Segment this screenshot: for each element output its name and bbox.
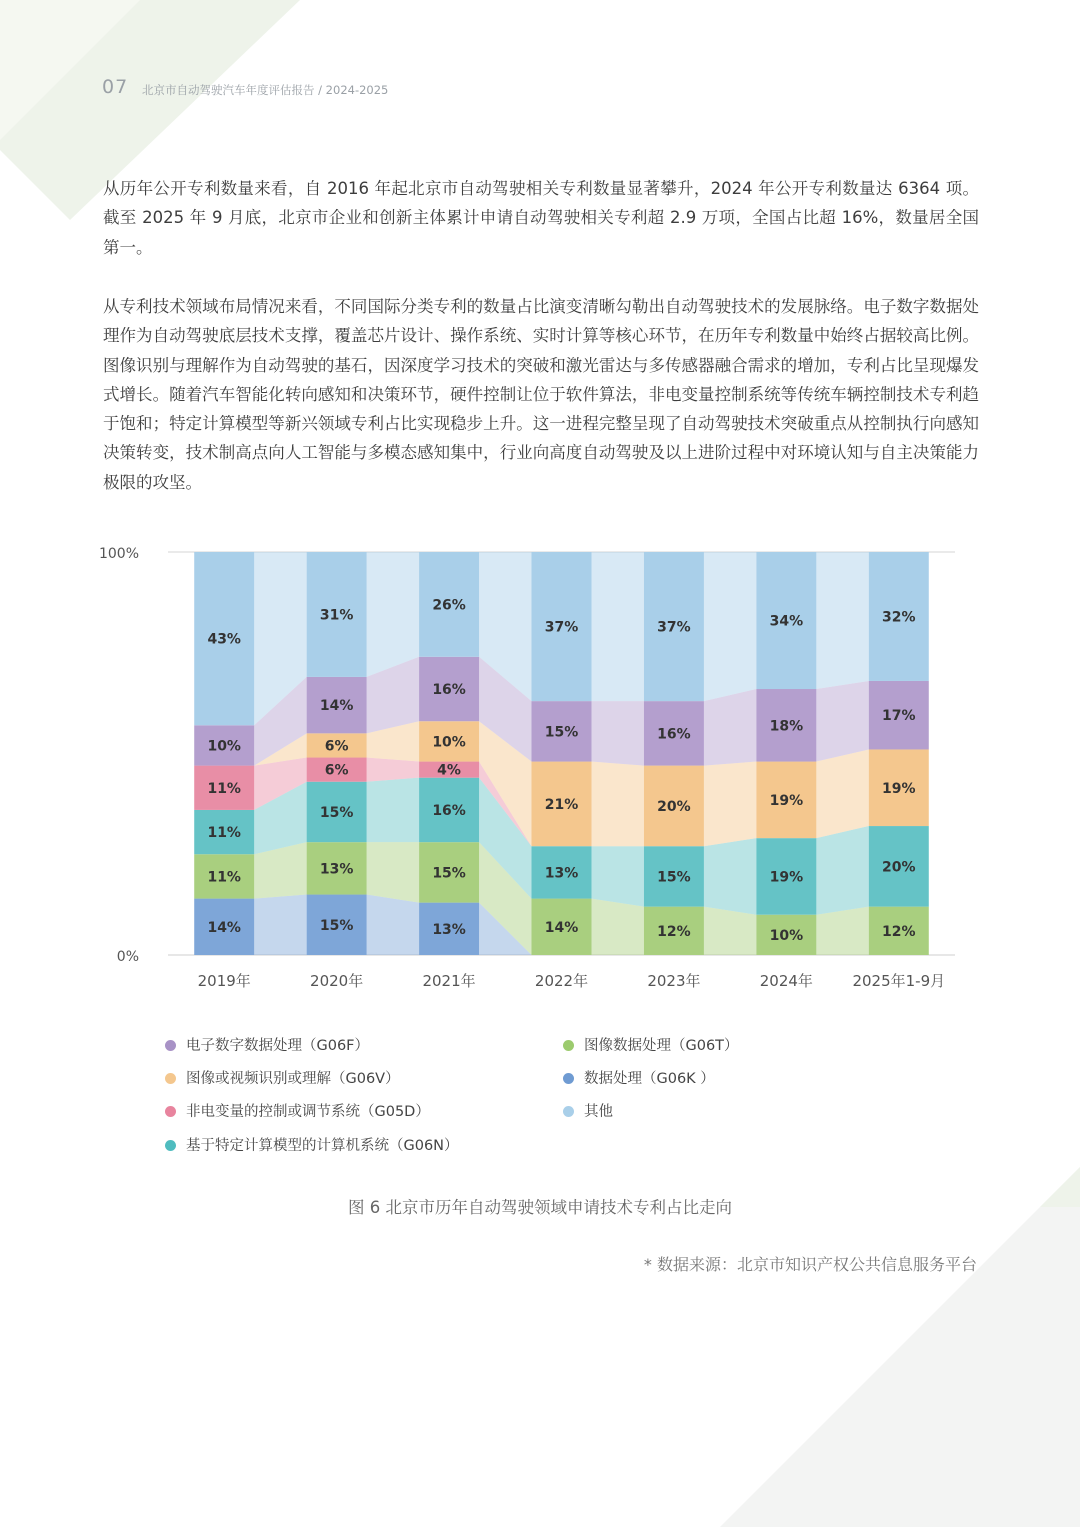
data-label: 31% xyxy=(319,607,354,624)
data-label: 15% xyxy=(319,804,354,821)
data-label: 13% xyxy=(544,865,579,882)
data-label: 11% xyxy=(207,825,241,842)
series-connector-band xyxy=(592,701,644,765)
series-connector-band xyxy=(704,838,756,915)
series-connector-band xyxy=(816,749,868,838)
legend-label: 非电变量的控制或调节系统（G05D） xyxy=(186,1104,430,1120)
data-label: 21% xyxy=(544,796,579,813)
data-label: 14% xyxy=(207,919,241,936)
data-label: 32% xyxy=(882,609,916,626)
data-label: 34% xyxy=(769,613,804,630)
data-label: 19% xyxy=(769,869,804,886)
series-connector-band xyxy=(367,895,419,955)
data-label: 17% xyxy=(882,708,916,725)
series-connector-band xyxy=(704,907,756,955)
series-connector-band xyxy=(367,758,419,782)
data-label: 15% xyxy=(319,917,354,934)
data-label: 14% xyxy=(544,919,579,936)
data-label: 15% xyxy=(432,865,466,882)
page-number: 07 xyxy=(102,76,129,98)
series-connector-band xyxy=(704,552,756,701)
series-connector-band xyxy=(254,895,306,955)
series-connector-band xyxy=(816,826,868,915)
x-tick-label: 2021年 xyxy=(422,972,476,990)
legend-swatch xyxy=(165,1073,176,1084)
legend-item-g06t xyxy=(563,1036,739,1056)
running-title: 北京市自动驾驶汽车年度评估报告 / 2024-2025 xyxy=(142,83,389,97)
legend-swatch xyxy=(563,1073,574,1084)
x-tick-label: 2022年 xyxy=(534,972,589,990)
legend-label: 数据处理（G06K ） xyxy=(584,1071,715,1087)
legend-item-g06n xyxy=(165,1136,459,1156)
series-connector-band xyxy=(704,689,756,766)
data-label: 10% xyxy=(432,734,466,751)
series-connector-band xyxy=(592,899,644,955)
data-label: 18% xyxy=(769,718,804,735)
data-label: 12% xyxy=(657,923,691,940)
legend-label: 电子数字数据处理（G06F） xyxy=(186,1038,370,1054)
data-label: 13% xyxy=(432,921,466,938)
data-label: 11% xyxy=(207,869,241,886)
series-connector-band xyxy=(704,762,756,847)
figure-caption: 图 6 北京市历年自动驾驶领域申请技术专利占比走向 xyxy=(348,1198,732,1217)
series-connector-band xyxy=(592,846,644,906)
data-label: 26% xyxy=(432,597,466,614)
x-tick-label: 2023年 xyxy=(647,972,701,990)
legend-label: 基于特定计算模型的计算机系统（G06N） xyxy=(186,1138,459,1154)
data-label: 6% xyxy=(324,762,349,779)
data-label: 37% xyxy=(544,619,579,636)
corner-decoration-bottom xyxy=(660,1167,1080,1527)
legend-swatch xyxy=(165,1140,176,1151)
data-label: 16% xyxy=(657,726,691,743)
series-connector-band xyxy=(592,762,644,847)
legend-item-other xyxy=(563,1102,613,1122)
data-label: 15% xyxy=(544,724,579,741)
x-tick-label: 2019年 xyxy=(197,972,251,990)
legend-label: 图像数据处理（G06T） xyxy=(584,1038,739,1054)
x-tick-label: 2025年1-9月 xyxy=(852,972,946,990)
legend-label: 图像或视频识别或理解（G06V） xyxy=(186,1071,400,1087)
data-label: 12% xyxy=(882,923,916,940)
series-connector-band xyxy=(592,552,644,701)
legend-label: 其他 xyxy=(584,1104,613,1120)
legend-swatch xyxy=(165,1040,176,1051)
series-connector-band xyxy=(367,778,419,842)
body-paragraph-2: 从专利技术领域布局情况来看，不同国际分类专利的数量占比演变清晰勾勒出自动驾驶技术的发展脉络。电子数字数据处理作为自动驾驶底层技术支撑，覆盖芯片设计、操作系统、实时计算等核心环节，在历年专利数量中始终占据较高比例。图像识别与理解作为自动驾驶的基石，因深度学习技术的突破和激光雷达与多传感器融合需求的增加，专利占比呈现爆发式增长。随着汽车智能化转向感知和决策环节，硬件控制让位于软件算法，非电变量控制系统等传统车辆控制技术专利趋于饱和；特定计算模型等新兴领域专利占比实现稳步上升。这一进程完整呈现了自动驾驶技术突破重点从控制执行向感知决策转变，技术制高点向人工智能与多模态感知集中，行业向高度自动驾驶及以上进阶过程中对环境认知与自主决策能力极限的攻坚。 xyxy=(103,297,979,492)
y-tick-label: 0% xyxy=(116,949,139,965)
data-label: 20% xyxy=(657,798,691,815)
data-label: 19% xyxy=(769,792,804,809)
data-label: 43% xyxy=(207,631,241,648)
legend-item-g06k xyxy=(563,1069,715,1089)
legend-item-g06v xyxy=(165,1069,400,1089)
data-label: 11% xyxy=(207,780,241,797)
legend-item-g06f xyxy=(165,1036,369,1056)
data-label: 14% xyxy=(319,698,354,715)
series-connector-band xyxy=(816,552,868,689)
data-label: 37% xyxy=(657,619,691,636)
data-label: 4% xyxy=(437,762,461,779)
legend-swatch xyxy=(563,1106,574,1117)
x-tick-label: 2024年 xyxy=(759,972,813,990)
data-label: 6% xyxy=(324,738,349,755)
data-label: 15% xyxy=(657,869,691,886)
data-source-note: * 数据来源：北京市知识产权公共信息服务平台 xyxy=(643,1255,977,1274)
stacked-percentage-chart xyxy=(95,535,975,995)
legend-swatch xyxy=(165,1106,176,1117)
data-label: 10% xyxy=(207,738,241,755)
legend-item-g05d xyxy=(165,1102,430,1122)
series-connector-band xyxy=(816,907,868,955)
data-label: 10% xyxy=(769,927,804,944)
series-connector-band xyxy=(367,552,419,677)
x-tick-label: 2020年 xyxy=(310,972,364,990)
y-tick-label: 100% xyxy=(98,546,139,562)
series-connector-band xyxy=(816,681,868,762)
data-label: 20% xyxy=(882,859,916,876)
data-label: 16% xyxy=(432,802,466,819)
series-connector-band xyxy=(367,842,419,902)
legend-swatch xyxy=(563,1040,574,1051)
data-label: 16% xyxy=(432,682,466,699)
data-label: 13% xyxy=(319,861,354,878)
data-label: 19% xyxy=(882,780,916,797)
body-paragraph-1: 从历年公开专利数量来看，自 2016 年起北京市自动驾驶相关专利数量显著攀升，2024 年公开专利数量达 6364 项。截至 2025 年 9 月底，北京市企业和创新主体累计申请自动驾驶相关专利超 2.9 万项，全国占比超 16%，数量居全国第一。 xyxy=(103,179,979,257)
